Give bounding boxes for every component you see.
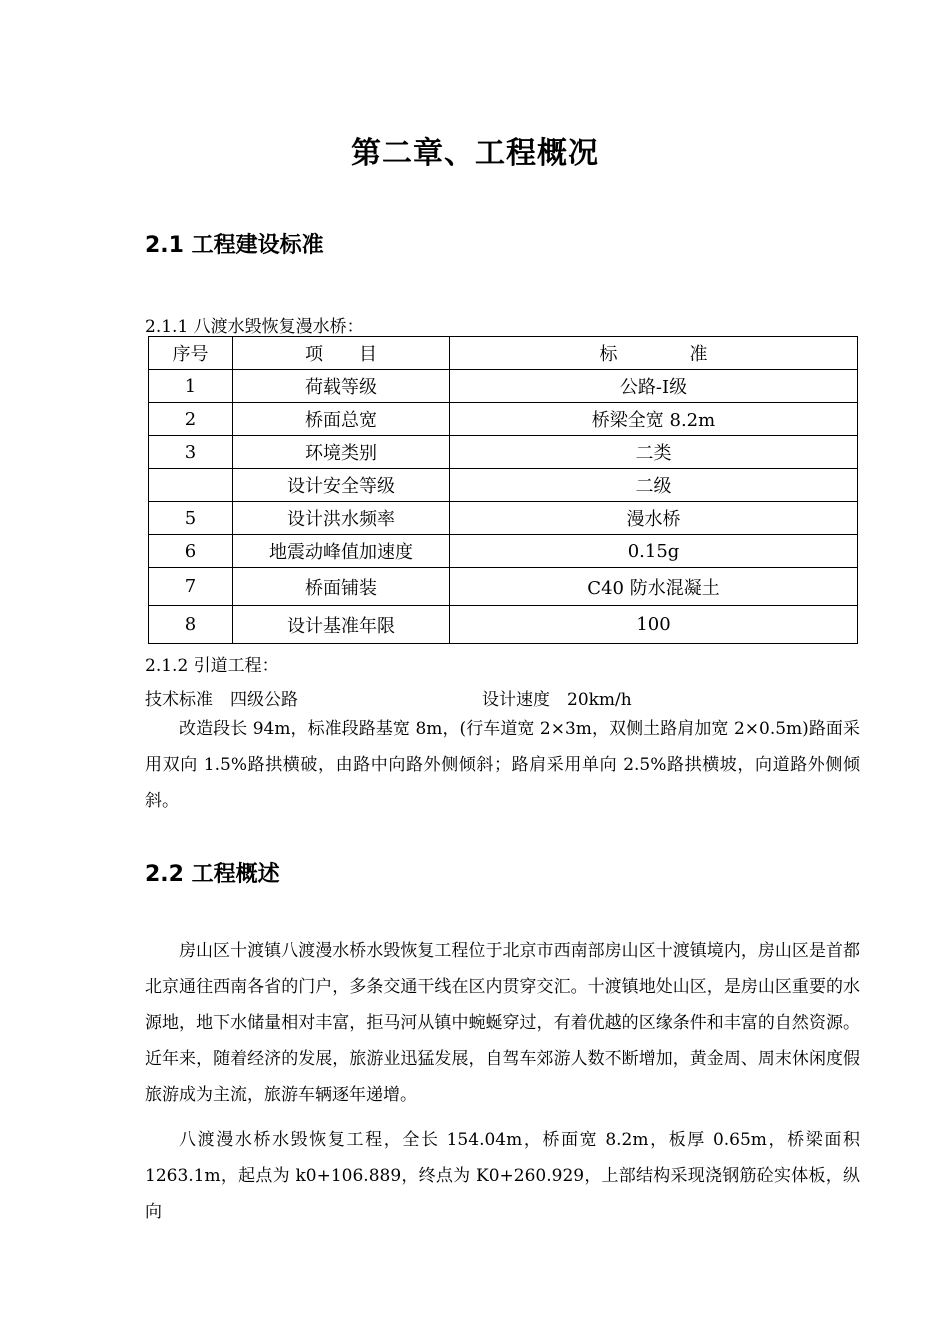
table-cell: 设计洪水频率 bbox=[233, 502, 450, 535]
table-row bbox=[149, 436, 858, 469]
overview-paragraph-1: 房山区十渡镇八渡漫水桥水毁恢复工程位于北京市西南部房山区十渡镇境内，房山区是首都北京通往西南各省的门户，多条交通干线在区内贯穿交汇。十渡镇地处山区，是房山区重要的水源地，地下水储量相对丰富，拒马河从镇中蜿蜒穿过，有着优越的区缘条件和丰富的自然资源。近年来，随着经济的发展，旅游业迅猛发展，自驾车郊游人数不断增加，黄金周、周末休闲度假旅游成为主流，旅游车辆逐年递增。 bbox=[145, 941, 860, 1105]
table-row bbox=[149, 469, 858, 502]
table-row bbox=[149, 370, 858, 403]
standards-table bbox=[148, 336, 858, 644]
table-cell: 公路-Ⅰ级 bbox=[450, 370, 858, 403]
section-title-2-2: 2.2 工程概述 bbox=[145, 862, 280, 887]
table-cell: 桥面总宽 bbox=[233, 403, 450, 436]
chapter-title: 第二章、工程概况 bbox=[351, 136, 599, 171]
table-header-cell: 标 准 bbox=[450, 337, 858, 370]
table-cell bbox=[149, 469, 233, 502]
table-cell: 100 bbox=[450, 606, 858, 644]
table-row bbox=[149, 403, 858, 436]
table-cell: 环境类别 bbox=[233, 436, 450, 469]
table-row bbox=[149, 502, 858, 535]
table-cell: 地震动峰值加速度 bbox=[233, 535, 450, 568]
table-cell: 桥梁全宽 8.2m bbox=[450, 403, 858, 436]
table-cell: 8 bbox=[149, 606, 233, 644]
table-cell: 设计安全等级 bbox=[233, 469, 450, 502]
tech-standard-line bbox=[145, 685, 632, 710]
section-title-2-1: 2.1 工程建设标准 bbox=[145, 233, 324, 258]
design-speed: 设计速度 20km/h bbox=[482, 690, 632, 710]
subsection-title-2-1-1: 2.1.1 八渡水毁恢复漫水桥： bbox=[145, 317, 364, 337]
table-header-cell: 序号 bbox=[149, 337, 233, 370]
table-cell: 7 bbox=[149, 568, 233, 606]
table-cell: 5 bbox=[149, 502, 233, 535]
table-cell: 漫水桥 bbox=[450, 502, 858, 535]
table-cell: 二级 bbox=[450, 469, 858, 502]
table-cell: 3 bbox=[149, 436, 233, 469]
table-cell: 荷载等级 bbox=[233, 370, 450, 403]
overview-paragraph-2: 八渡漫水桥水毁恢复工程，全长 154.04m，桥面宽 8.2m，板厚 0.65m，桥梁面积 1263.1m，起点为 k0+106.889，终点为 K0+260.929，上部结构采现浇钢筋砼实体板，纵向 bbox=[145, 1130, 860, 1222]
table-header-cell: 项 目 bbox=[233, 337, 450, 370]
subsection-title-2-1-2: 2.1.2 引道工程： bbox=[145, 656, 279, 676]
table-header-row bbox=[149, 337, 858, 370]
table-cell: 2 bbox=[149, 403, 233, 436]
table-row bbox=[149, 606, 858, 644]
tech-standard: 技术标准 四级公路 bbox=[145, 690, 298, 710]
table-cell: 1 bbox=[149, 370, 233, 403]
table-row bbox=[149, 535, 858, 568]
table-cell: 二类 bbox=[450, 436, 858, 469]
table-cell: 0.15g bbox=[450, 535, 858, 568]
table-cell: C40 防水混凝土 bbox=[450, 568, 858, 606]
table-cell: 桥面铺装 bbox=[233, 568, 450, 606]
table-row bbox=[149, 568, 858, 606]
approach-road-paragraph: 改造段长 94m，标准段路基宽 8m，(行车道宽 2×3m，双侧土路肩加宽 2×0.5m)路面采用双向 1.5%路拱横破，由路中向路外侧倾斜；路肩采用单向 2.5%路拱横坡，向道路外侧倾斜。 bbox=[145, 719, 860, 811]
table-cell: 设计基准年限 bbox=[233, 606, 450, 644]
table-cell: 6 bbox=[149, 535, 233, 568]
